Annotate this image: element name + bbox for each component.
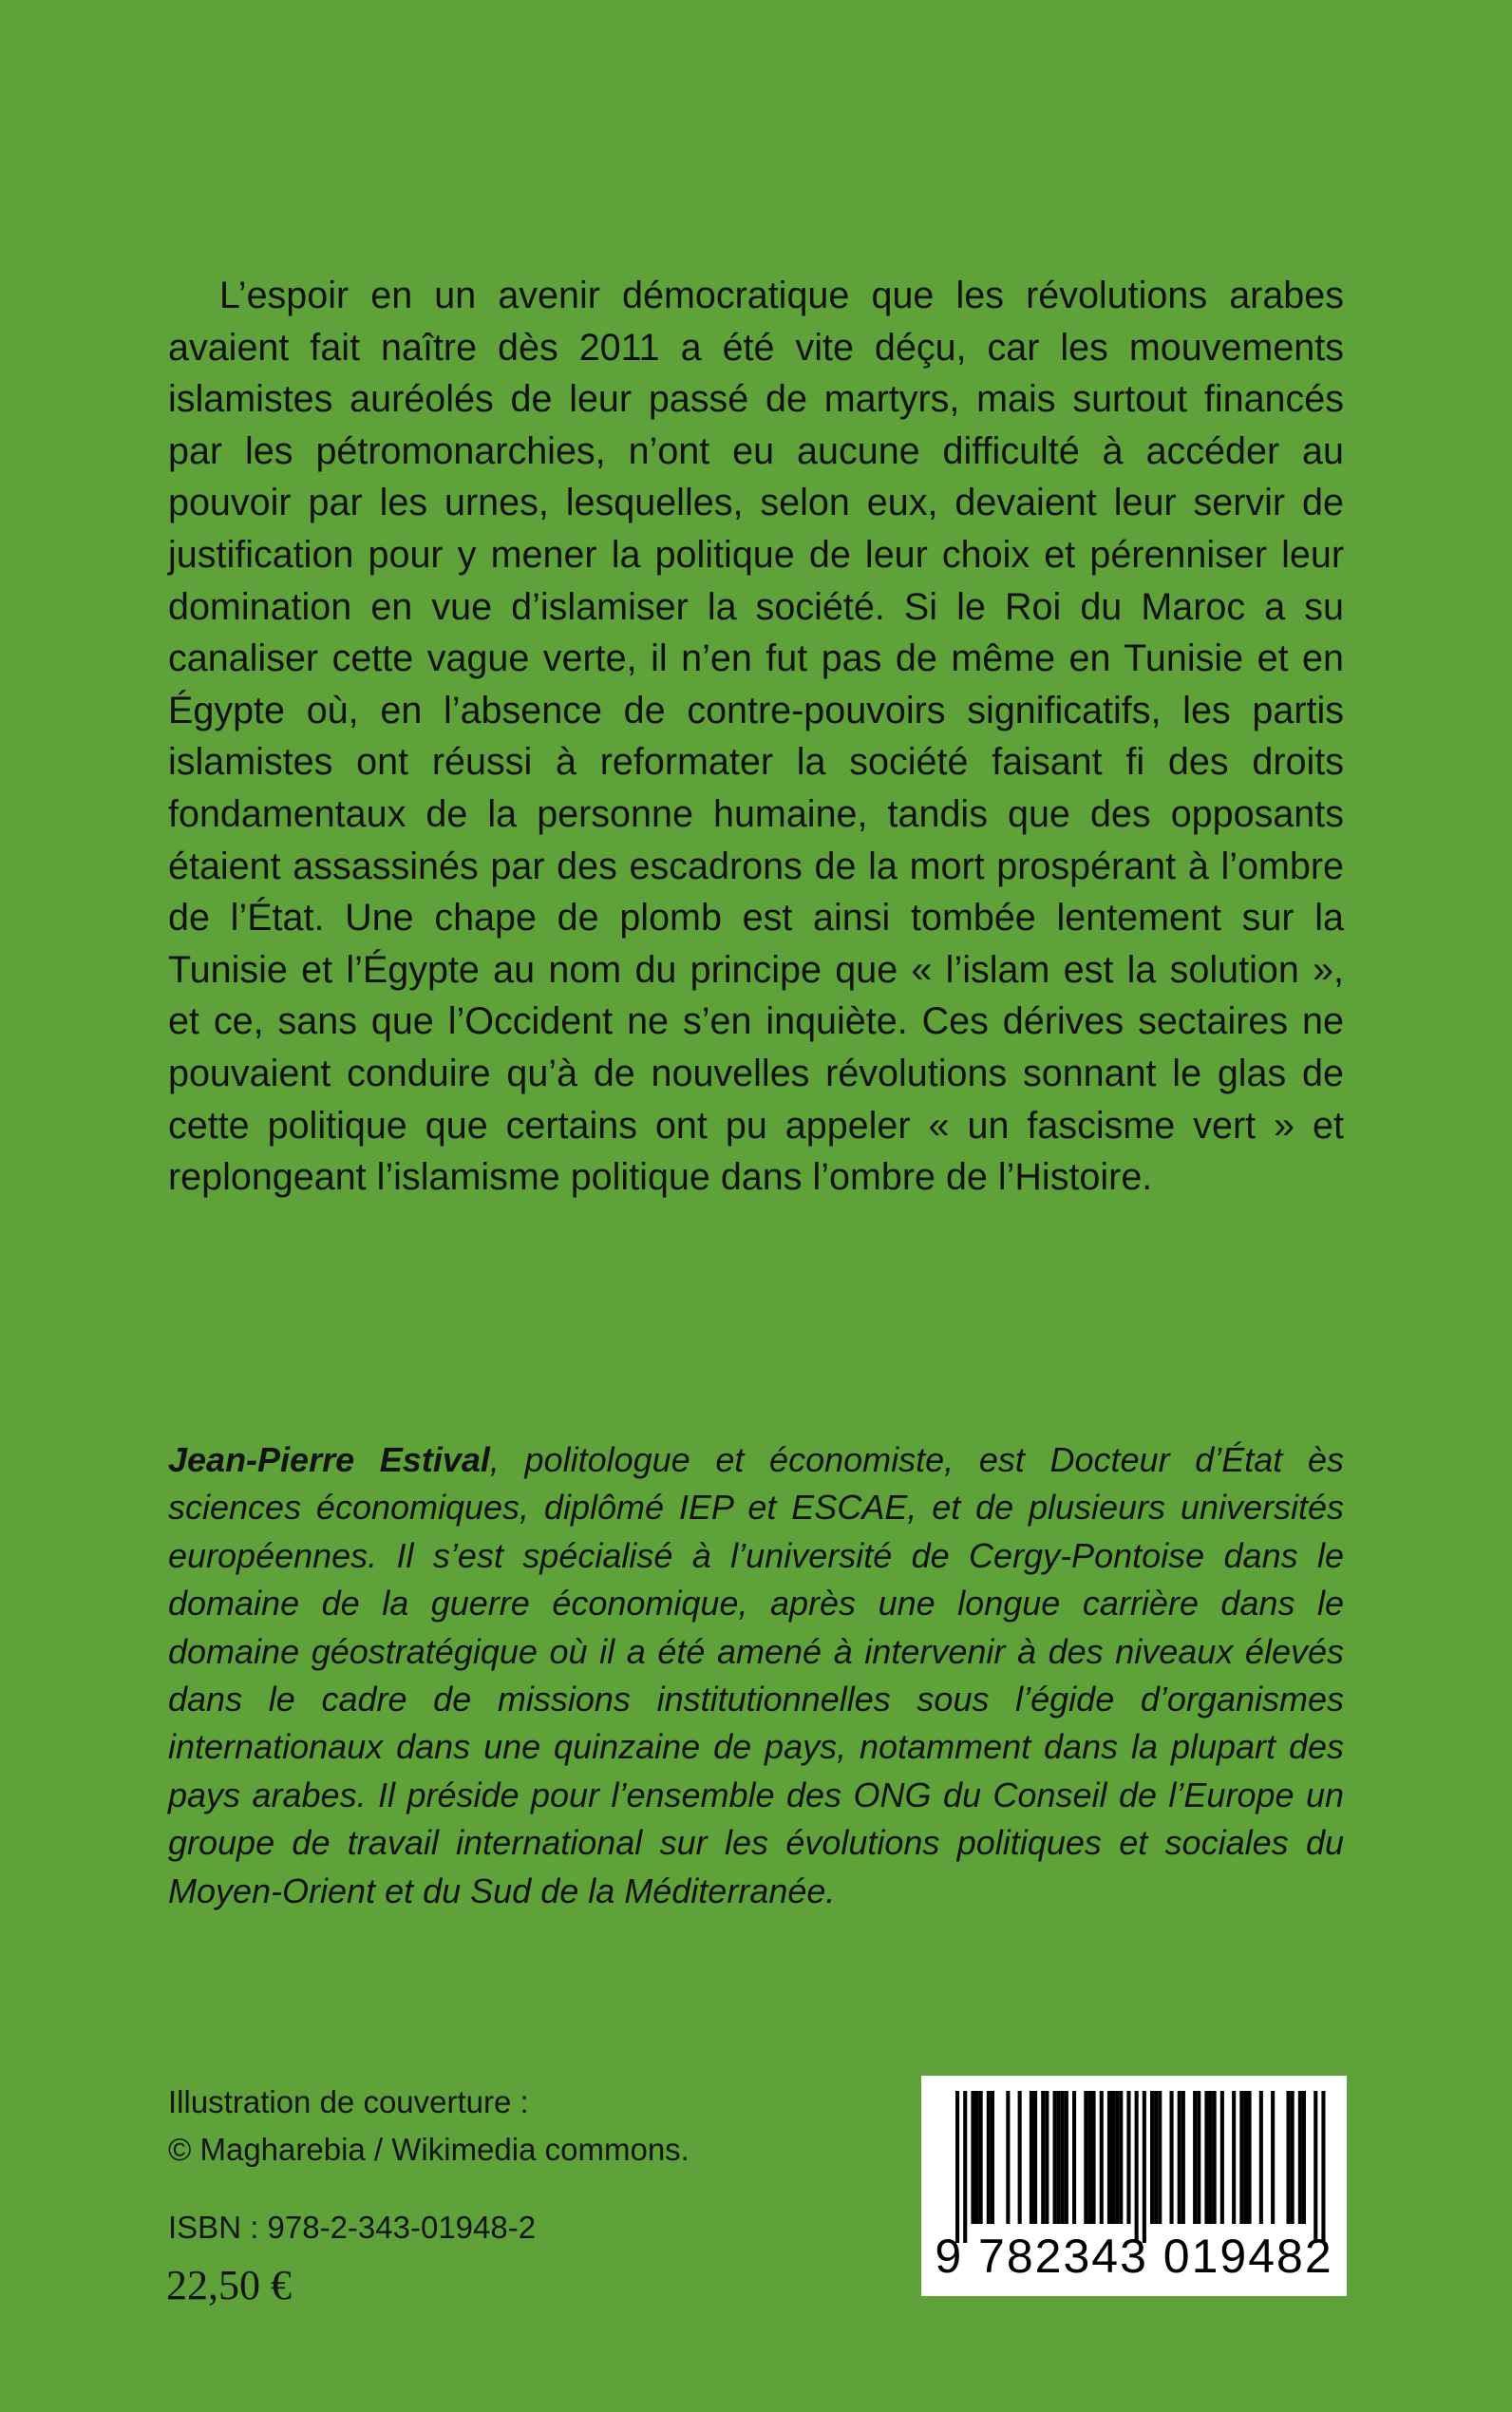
isbn-text: ISBN : 978-2-343-01948-2 <box>168 2210 537 2245</box>
barcode-bar <box>1298 2091 1302 2224</box>
barcode-bar <box>1143 2091 1146 2243</box>
author-bio-text: , politologue et économiste, est Docteur d’État ès sciences économiques, diplômé IEP et ESCAE, et de plusieurs universités européennes. Il s’est spécialisé à l’université de Cergy-Pontoise dans le domaine de la guerre économique, après une longue carrière dans le domaine géostratégique où il a été amené à intervenir à des niveaux élevés dans le cadre de missions institutionnelles sous l’égide d’organismes internationaux dans une quinzaine de pays, notamment dans la plupart des pays arabes. Il préside pour l’ensemble des ONG du Conseil de l’Europe un groupe de travail international sur les évolutions politiques et sociales du Moyen-Orient et du Sud de la Méditerranée. <box>168 1440 1344 1910</box>
barcode-bar <box>1150 2091 1154 2224</box>
barcode-bar <box>975 2091 979 2224</box>
barcode-bar <box>1030 2091 1033 2224</box>
barcode-bar <box>1092 2091 1096 2224</box>
barcode-bar <box>1119 2091 1123 2224</box>
illustration-label: Illustration de couverture : <box>168 2084 529 2119</box>
barcode-bar <box>1065 2091 1068 2224</box>
barcode-bar <box>991 2091 994 2224</box>
barcode-bar <box>1018 2091 1022 2224</box>
barcode-bar <box>1209 2091 1213 2224</box>
price-text: 22,50 € <box>166 2262 292 2308</box>
barcode-bar <box>1204 2091 1208 2224</box>
barcode-bar <box>955 2091 959 2243</box>
barcode-bar <box>1033 2091 1037 2224</box>
barcode-bar <box>1072 2091 1076 2224</box>
barcode-bar <box>1115 2091 1119 2224</box>
barcode-bar <box>1041 2091 1045 2224</box>
barcode-bar <box>1302 2091 1306 2224</box>
barcode-digits: 9 782343 019482 <box>935 2230 1333 2283</box>
barcode-bar <box>1100 2091 1104 2224</box>
barcode-bar <box>1181 2091 1185 2224</box>
barcode-bar <box>1170 2091 1174 2224</box>
barcode-bar <box>1178 2091 1181 2224</box>
author-bio <box>168 1436 1344 1915</box>
barcode-bar <box>1084 2091 1087 2224</box>
barcode-bar <box>1126 2091 1130 2224</box>
barcode-bar <box>1053 2091 1057 2224</box>
author-name: Jean-Pierre Estival <box>168 1440 490 1479</box>
barcode-bar <box>1057 2091 1061 2224</box>
barcode-bar <box>1321 2091 1325 2243</box>
barcode-bar <box>1239 2091 1243 2224</box>
barcode-bar <box>1220 2091 1224 2224</box>
barcode-bar <box>1193 2091 1197 2224</box>
barcode-bar <box>1314 2091 1317 2243</box>
barcode-bar <box>1061 2091 1065 2224</box>
barcode-bar <box>1271 2091 1275 2224</box>
barcode-bar <box>1259 2091 1263 2224</box>
barcode-bar <box>1243 2091 1247 2224</box>
barcode-bar <box>971 2091 974 2224</box>
barcode-bar <box>979 2091 983 2224</box>
cover-credits <box>168 2079 690 2174</box>
barcode-bar <box>987 2091 991 2224</box>
barcode-bar <box>1087 2091 1091 2224</box>
barcode-bar <box>1232 2091 1236 2224</box>
barcode-bar <box>1213 2091 1217 2224</box>
blurb-paragraph: L’espoir en un avenir démocratique que les révolutions arabes avaient fait naître dès 2011 a été vite déçu, car les mouvements islamistes auréolés de leur passé de martyrs, mais surtout financés par les pétromonarchies, n’ont eu aucune difficulté à accéder au pouvoir par les urnes, lesquelles, selon eux, devaient leur servir de justification pour y mener la politique de leur choix et pérenniser leur domination en vue d’islamiser la société. Si le Roi du Maroc a su canaliser cette vague verte, il n’en fut pas de même en Tunisie et en Égypte où, en l’absence de contre-pouvoirs significatifs, les partis islamistes ont réussi à reformater la société faisant fi des droits fondamentaux de la personne humaine, tandis que des opposants étaient assassinés par des escadrons de la mort prospérant à l’ombre de l’État. Une chape de plomb est ainsi tombée lentement sur la Tunisie et l’Égypte au nom du principe que « l’islam est la solution », et ce, sans que l’Occident ne s’en inquiète. Ces dérives sectaires ne pouvaient conduire qu’à de nouvelles révolutions sonnant le glas de cette politique que certains ont pu appeler « un fascisme vert » et replongeant l’islamisme politique dans l’ombre de l’Histoire. <box>168 275 1344 1199</box>
illustration-source: © Magharebia / Wikimedia commons. <box>168 2132 690 2167</box>
barcode-bar <box>1006 2091 1010 2224</box>
barcode-bar <box>1111 2091 1115 2224</box>
barcode-bar <box>1248 2091 1252 2224</box>
barcode-bar <box>1135 2091 1139 2243</box>
barcode-bar <box>1197 2091 1200 2224</box>
barcode-bar <box>1287 2091 1291 2224</box>
barcode-bar <box>1154 2091 1158 2224</box>
barcode-bar <box>1158 2091 1162 2224</box>
barcode-bar <box>1045 2091 1049 2224</box>
barcode-bar <box>963 2091 967 2243</box>
barcode-bar <box>1107 2091 1111 2224</box>
barcode-bar <box>1291 2091 1295 2224</box>
barcode <box>921 2076 1347 2296</box>
